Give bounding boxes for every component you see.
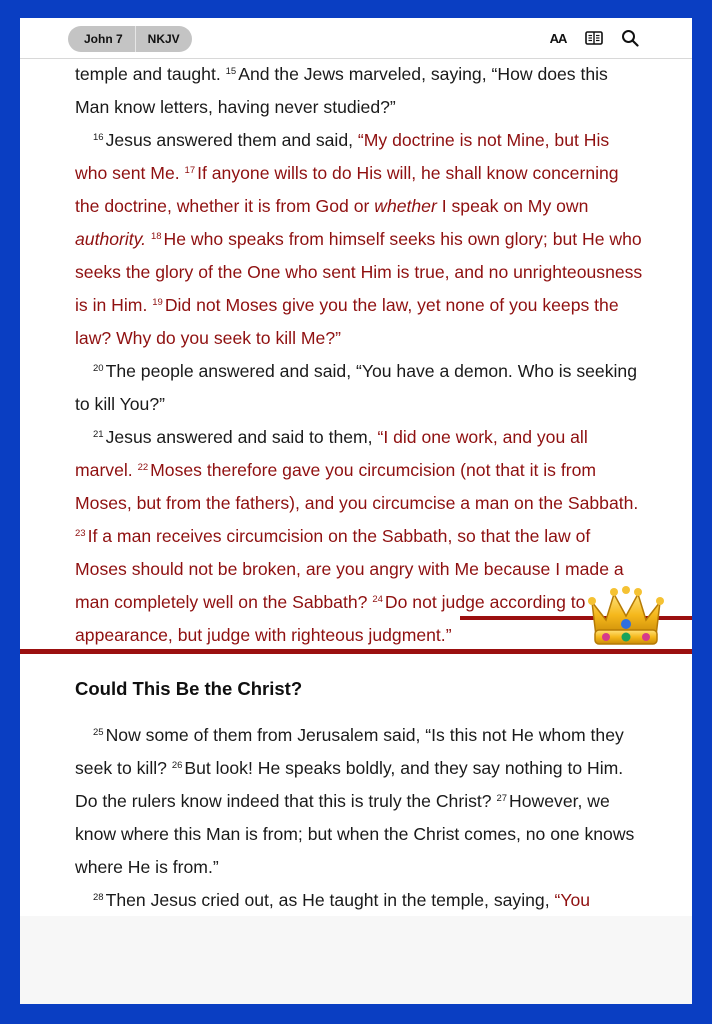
translation-button[interactable]: NKJV bbox=[147, 32, 180, 46]
verse-25: Now some of them from Jerusalem said, “Is this not He whom they seek to kill? bbox=[75, 725, 624, 778]
verse-22: Moses therefore gave you circumcision (not that it is from Moses, but from the fathers), and you circumcise a man on the Sabbath. bbox=[75, 460, 639, 513]
verse-number[interactable]: 16 bbox=[93, 132, 104, 143]
book-chapter-button[interactable]: John 7 bbox=[68, 26, 136, 52]
chapter-text bbox=[75, 58, 645, 917]
page-bottom-area bbox=[20, 916, 692, 1004]
verse-17-italic: whether bbox=[374, 196, 437, 216]
verse-19: Did not Moses give you the law, yet none of you keeps the law? Why do you seek to kill Me?” bbox=[75, 295, 619, 348]
reader-toolbar bbox=[20, 18, 692, 59]
verse-17-part-a: If anyone wills to do His will, he shall know concerning the doctrine, whether it is from God or bbox=[75, 163, 619, 216]
verse-number[interactable]: 19 bbox=[152, 297, 163, 308]
verse-number[interactable]: 15 bbox=[225, 66, 237, 77]
paragraph-25 bbox=[75, 719, 645, 884]
verse-28-narration: Then Jesus cried out, as He taught in the temple, saying, bbox=[105, 890, 555, 910]
text-size-label: AA bbox=[549, 30, 567, 46]
verse-number[interactable]: 20 bbox=[93, 363, 104, 374]
verse-number[interactable]: 18 bbox=[150, 231, 162, 242]
verse-17-italic-2: authority. bbox=[75, 229, 147, 249]
reader-frame bbox=[20, 18, 692, 1004]
crown-icon bbox=[586, 580, 666, 650]
verse-number[interactable]: 17 bbox=[184, 165, 196, 176]
verse-26: But look! He speaks boldly, and they say nothing to Him. Do the rulers know indeed that this is truly the Christ? bbox=[75, 758, 624, 811]
section-heading: Could This Be the Christ? bbox=[75, 678, 303, 699]
verse-18: He who speaks from himself seeks his own glory; but He who seeks the glory of the One who sent Him is true, and no unrighteousness is in Him. bbox=[75, 229, 643, 315]
verse-23: If a man receives circumcision on the Sabbath, so that the law of Moses should not be broken, are you angry with Me because I made a man completely well on the Sabbath? bbox=[75, 526, 624, 612]
verse-21-words-of-jesus: “I did one work, and you all marvel. bbox=[75, 427, 588, 480]
verse-number[interactable]: 27 bbox=[496, 793, 508, 804]
paragraph-16 bbox=[75, 124, 645, 355]
verse-28-words-of-jesus: “You bbox=[554, 890, 591, 910]
verse-16-words-of-jesus: “My doctrine is not Mine, but His who sent Me. bbox=[75, 130, 610, 183]
verse-24: Do not judge according to appearance, but judge with righteous judgment.” bbox=[75, 592, 586, 645]
toolbar-actions bbox=[548, 28, 640, 48]
verse-15: And the Jews marveled, saying, “How does this Man know letters, having never studied?” bbox=[75, 64, 608, 117]
verse-number[interactable]: 28 bbox=[93, 892, 104, 903]
verse-number[interactable]: 22 bbox=[137, 462, 149, 473]
verse-20: The people answered and said, “You have a demon. Who is seeking to kill You?” bbox=[75, 361, 637, 414]
passage-selector[interactable] bbox=[68, 26, 192, 52]
verse-14-tail: temple and taught. bbox=[75, 64, 226, 84]
verse-17-part-b: I speak on My own bbox=[436, 196, 589, 216]
verse-16-narration: Jesus answered them and said, bbox=[105, 130, 358, 150]
verse-number[interactable]: 23 bbox=[75, 528, 86, 539]
text-size-icon[interactable] bbox=[548, 28, 568, 48]
verse-21-narration: Jesus answered and said to them, bbox=[105, 427, 378, 447]
paragraph-28 bbox=[75, 884, 645, 917]
book-layout-icon[interactable] bbox=[584, 28, 604, 48]
verse-number[interactable]: 25 bbox=[93, 727, 104, 738]
verse-27: However, we know where this Man is from; but when the Christ comes, no one knows where He is from.” bbox=[75, 791, 635, 877]
verse-number[interactable]: 24 bbox=[372, 594, 383, 605]
verse-number[interactable]: 26 bbox=[171, 760, 183, 771]
verse-number[interactable]: 21 bbox=[93, 429, 104, 440]
paragraph-15 bbox=[75, 58, 645, 124]
paragraph-20 bbox=[75, 355, 645, 421]
search-icon[interactable] bbox=[620, 28, 640, 48]
